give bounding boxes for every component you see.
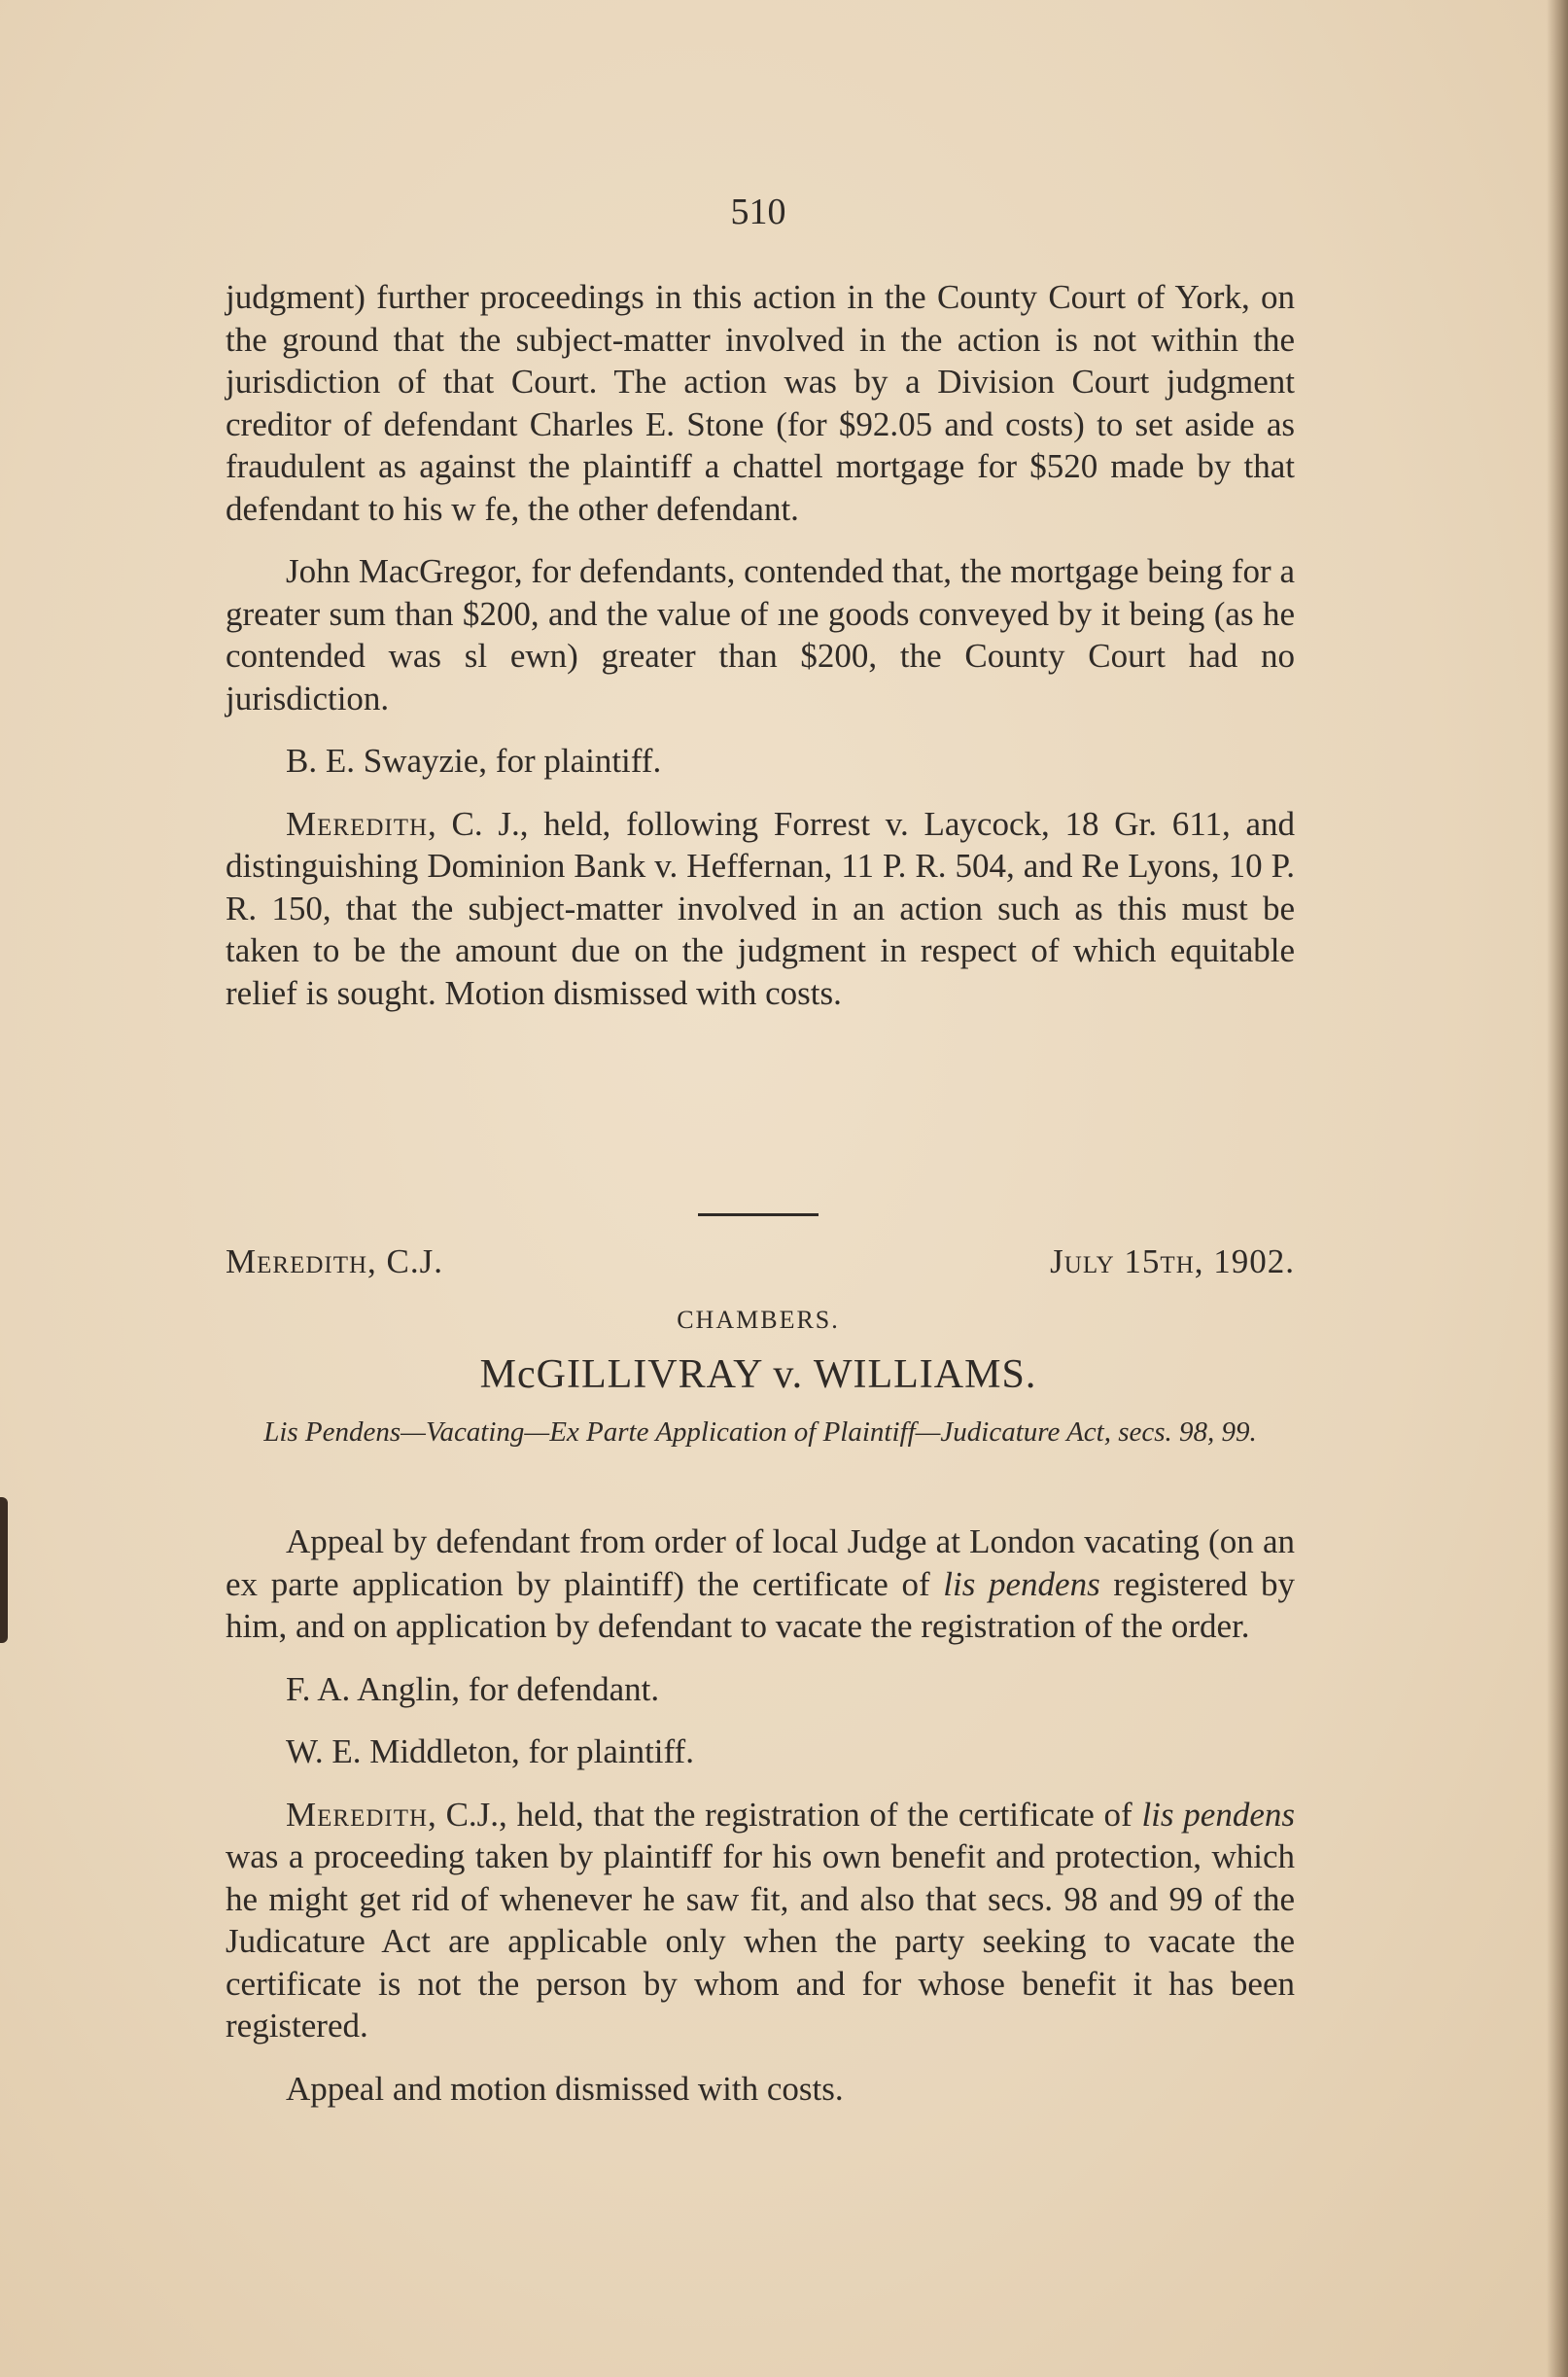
case-header-row	[226, 1242, 1295, 1281]
paragraph-plaintiff-counsel-2: W. E. Middleton, for plaintiff.	[286, 1732, 694, 1770]
paragraph-defendant-counsel: F. A. Anglin, for defendant.	[286, 1669, 660, 1708]
case-headnote: Lis Pendens—Vacating—Ex Parte Application of Plaintiff—Judicature Act, secs. 98, 99.	[263, 1416, 1257, 1448]
paragraph-holding-first: Meredith, C. J., held, following Forrest v. Laycock, 18 Gr. 611, and distinguishing Dominion Bank v. Heffernan, 11 P. R. 504, and Re Lyons, 10 P. R. 150, that the subject-matter involved in an action such as this must be taken to be the amount due on the judgment in respect of which equitable relief is sought. Motion dismissed with costs.	[226, 804, 1295, 1012]
judge-name: Meredith	[286, 804, 429, 843]
section-divider	[698, 1213, 819, 1216]
case-title: McGILLIVRAY v. WILLIAMS.	[479, 1352, 1037, 1397]
page-edge-shadow	[1547, 0, 1568, 2377]
binding-mark	[0, 1497, 8, 1643]
paragraph-appeal: Appeal by defendant from order of local Judge at London vacating (on an ex parte application by plaintiff) the certificate of lis pendens registered by him, and on application by defendant to vacate the registration of the order.	[226, 1522, 1296, 1645]
upper-text	[226, 276, 1295, 1014]
judge-name-2: Meredith	[286, 1795, 429, 1834]
page-number: 510	[730, 192, 786, 232]
paragraph-defendants-argument: John MacGregor, for defendants, contended that, the mortgage being for a greater sum than $200, and the value of ıne goods conveyed by it being (as he contended was sl ewn) greater than $200, the County Court had no jurisdiction.	[226, 552, 1295, 717]
court-chambers-label: CHAMBERS.	[677, 1306, 840, 1334]
paragraph-plaintiff-counsel: B. E. Swayzie, for plaintiff.	[286, 742, 662, 780]
paragraph-disposition: Appeal and motion dismissed with costs.	[286, 2069, 844, 2108]
paragraph-holding-second: Meredith, C.J., held, that the registration of the certificate of lis pendens was a proceeding taken by plaintiff for his own benefit and protection, which he might get rid of whenever he saw fit, and also that secs. 98 and 99 of the Judicature Act are applicable only when the party seeking to vacate the certificate is not the person by whom and for whose benefit it has been registered.	[226, 1795, 1295, 2045]
lower-text	[226, 1521, 1295, 2110]
paragraph-continuation: judgment) further proceedings in this action in the County Court of York, on the ground that the subject-matter involved in the action is not within the jurisdiction of that Court. The action was by a Division Court judgment creditor of defendant Charles E. Stone (for $92.05 and costs) to set aside as fraudulent as against the plaintiff a chattel mortgage for $520 made by that defendant to his w fe, the other defendant.	[226, 278, 1295, 528]
judge-heading: Meredith, C.J.	[226, 1242, 444, 1280]
case-date: July 15th, 1902.	[1050, 1242, 1295, 1280]
